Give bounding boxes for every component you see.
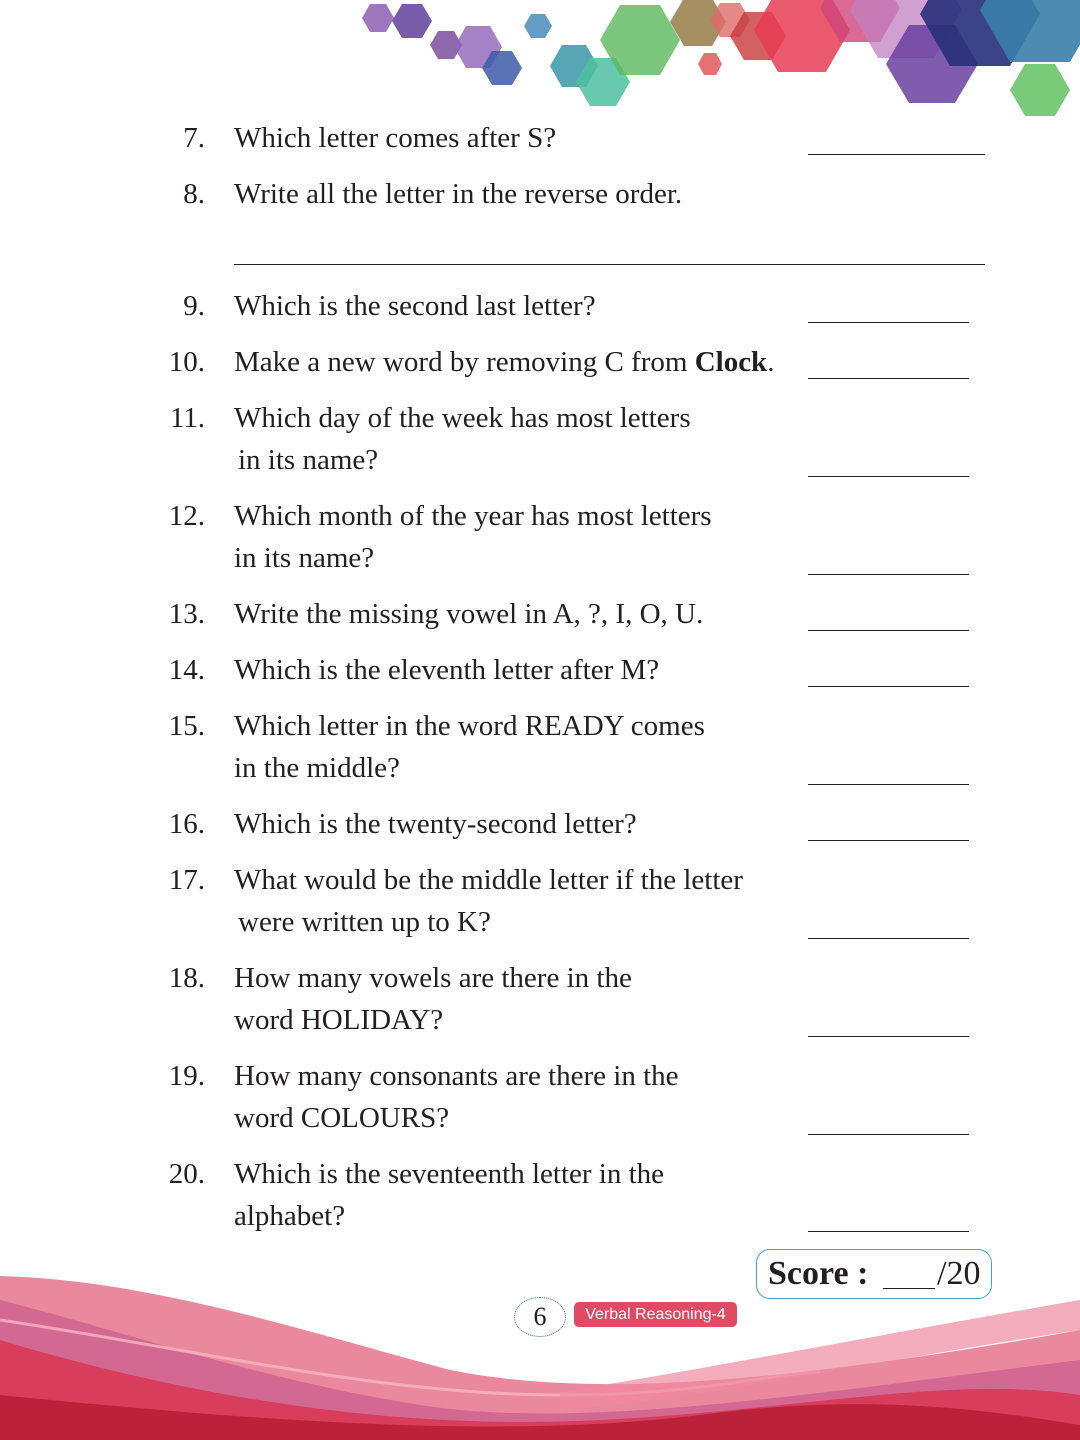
hexagon-decoration bbox=[0, 0, 1080, 130]
question-number: 11. bbox=[169, 402, 205, 434]
question-number: 16. bbox=[168, 808, 205, 840]
question-number: 19. bbox=[168, 1060, 205, 1092]
question-number: 14. bbox=[168, 654, 205, 686]
answer-blank[interactable] bbox=[808, 840, 969, 841]
answer-blank[interactable] bbox=[808, 574, 969, 575]
question-number: 7. bbox=[183, 122, 205, 154]
answer-blank[interactable] bbox=[808, 1036, 969, 1037]
question-text: Write the missing vowel in A, ?, I, O, U. bbox=[234, 598, 704, 630]
question-number: 20. bbox=[168, 1158, 205, 1190]
answer-blank[interactable] bbox=[808, 1231, 969, 1232]
answer-blank[interactable] bbox=[808, 630, 969, 631]
score-label: Score : bbox=[768, 1255, 869, 1292]
answer-blank[interactable] bbox=[808, 938, 969, 939]
answer-blank[interactable] bbox=[808, 154, 985, 155]
score-blank[interactable] bbox=[883, 1288, 935, 1289]
question-text: Make a new word by removing C from Clock. bbox=[234, 346, 775, 378]
question-text: How many consonants are there in the word COLOURS? bbox=[234, 1060, 679, 1134]
question-number: 9. bbox=[183, 290, 205, 322]
question-text: Which is the eleventh letter after M? bbox=[234, 654, 660, 686]
question-text: Which is the twenty-second letter? bbox=[234, 808, 637, 840]
page-number: 6 bbox=[514, 1297, 566, 1337]
bold-word: Clock bbox=[694, 346, 768, 378]
question-number: 15. bbox=[168, 710, 205, 742]
score-box bbox=[756, 1249, 992, 1299]
question-text: How many vowels are there in the word HOLIDAY? bbox=[234, 962, 632, 1036]
question-text: Which day of the week has most letters in its name? bbox=[234, 402, 691, 476]
answer-blank[interactable] bbox=[808, 1134, 969, 1135]
question-text: Write all the letter in the reverse order. bbox=[234, 178, 683, 210]
answer-blank[interactable] bbox=[234, 264, 985, 265]
question-text: What would be the middle letter if the letter were written up to K? bbox=[234, 864, 743, 938]
answer-blank[interactable] bbox=[808, 784, 969, 785]
question-number: 13. bbox=[168, 598, 205, 630]
question-number: 18. bbox=[168, 962, 205, 994]
question-text: Which letter comes after S? bbox=[234, 122, 557, 154]
question-number: 10. bbox=[168, 346, 205, 378]
question-number: 8. bbox=[183, 178, 205, 210]
question-text: Which is the seventeenth letter in the alphabet? bbox=[234, 1158, 665, 1232]
question-number: 17. bbox=[168, 864, 205, 896]
question-text: Which is the second last letter? bbox=[234, 290, 596, 322]
answer-blank[interactable] bbox=[808, 322, 969, 323]
question-number: 12. bbox=[168, 500, 205, 532]
question-text: Which letter in the word READY comes in the middle? bbox=[234, 710, 705, 784]
answer-blank[interactable] bbox=[808, 378, 969, 379]
answer-blank[interactable] bbox=[808, 686, 969, 687]
score-total: /20 bbox=[937, 1255, 981, 1292]
answer-blank[interactable] bbox=[808, 476, 969, 477]
book-title-tag: Verbal Reasoning-4 bbox=[574, 1302, 737, 1327]
question-text: Which month of the year has most letters in its name? bbox=[234, 500, 712, 574]
